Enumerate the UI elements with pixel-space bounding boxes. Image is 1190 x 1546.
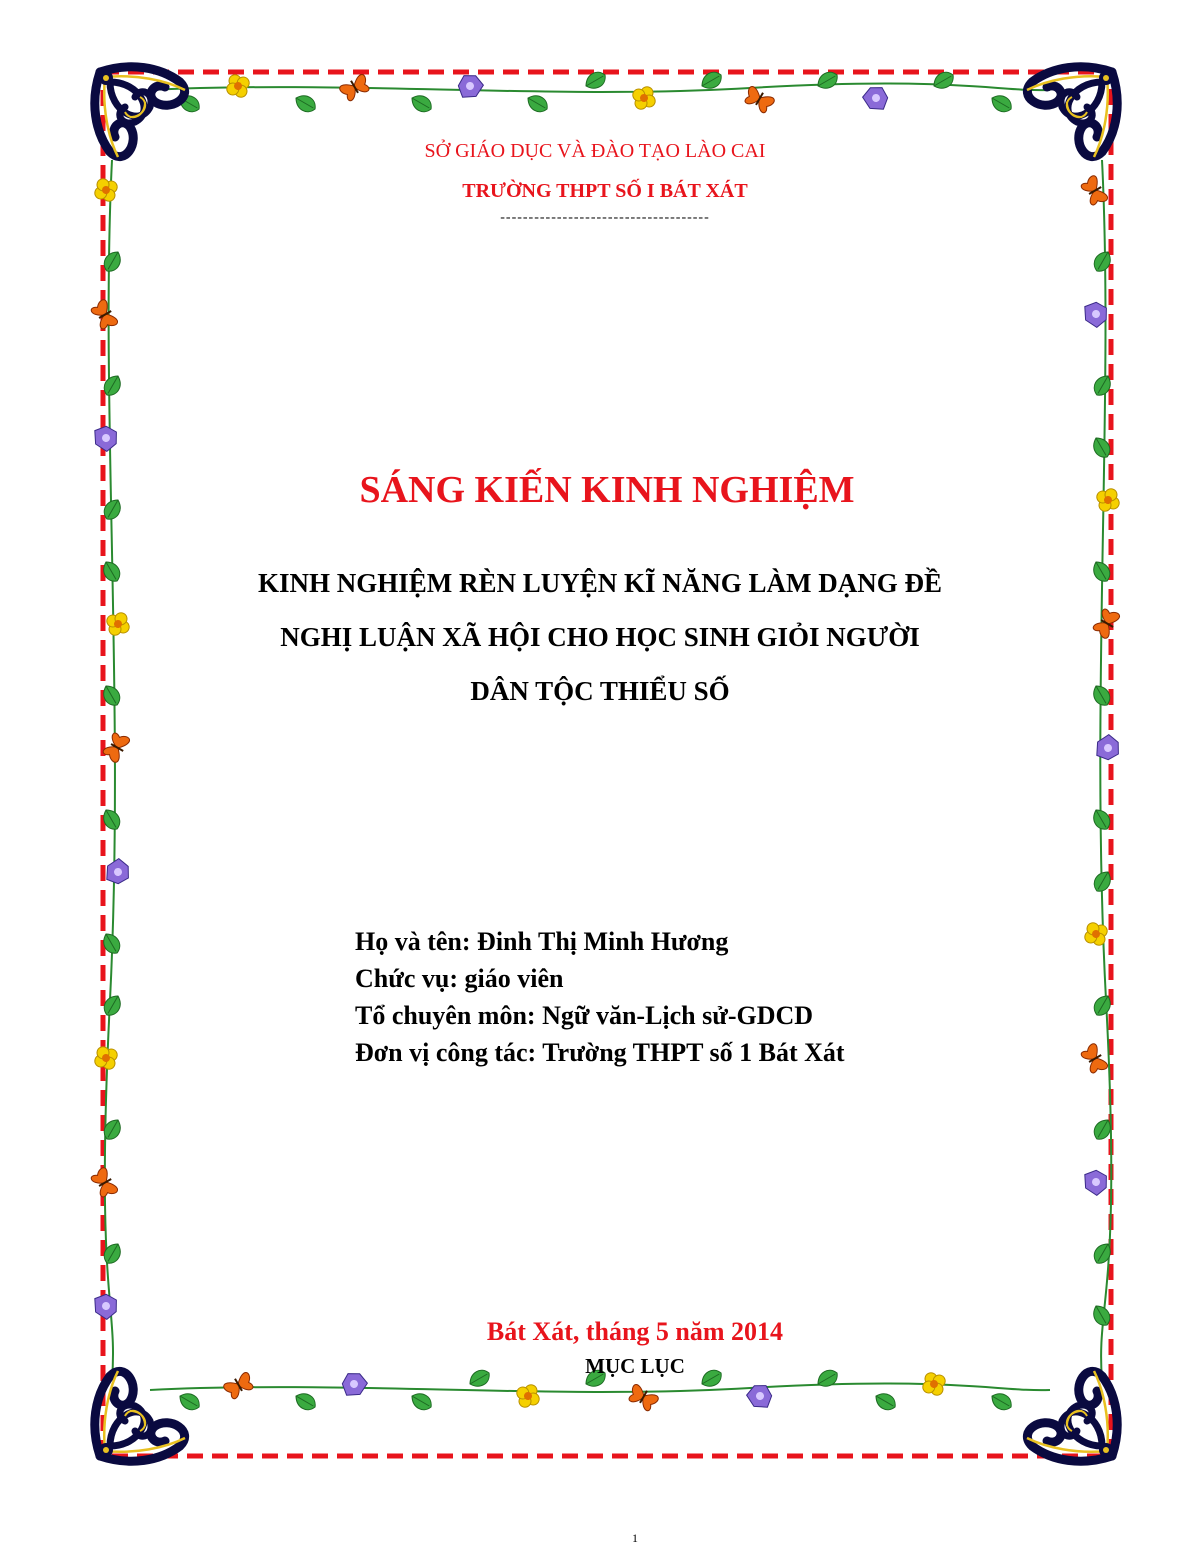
yellow-flower-icon [222,70,255,103]
vine-leaf-icon [872,1390,899,1414]
vine-leaf-icon [524,92,551,116]
place-and-date: Bát Xát, tháng 5 năm 2014 [486,1317,784,1346]
subtitle-line-2: NGHỊ LUẬN XÃ HỘI CHO HỌC SINH GIỎI NGƯỜI [280,622,920,652]
butterfly-icon [89,299,118,332]
department-name: SỞ GIÁO DỤC VÀ ĐÀO TẠO LÀO CAI [424,140,766,162]
subtitle-line-1: KINH NGHIỆM RÈN LUYỆN KĨ NĂNG LÀM DẠNG ĐỀ [257,568,943,598]
butterfly-icon [339,73,372,102]
author-info [355,923,845,1071]
vine-leaf-icon [988,92,1015,116]
purple-flower-icon [1092,732,1125,765]
butterfly-icon [101,730,130,763]
vine-leaf-icon [408,92,435,116]
butterfly-icon [1079,1043,1108,1076]
purple-flower-icon [860,82,893,115]
yellow-flower-icon [512,1380,545,1413]
purple-flower-icon [744,1380,777,1413]
butterfly-icon [89,1167,118,1200]
toc-heading: MỤC LỤC [585,1354,685,1378]
purple-flower-icon [454,70,487,103]
vine-leaf-icon [1090,434,1114,461]
subtitle-line-3: DÂN TỘC THIỂU SỐ [470,676,730,706]
page-number: 1 [632,1531,638,1545]
butterfly-icon [626,1383,659,1412]
author-name: Họ và tên: Đinh Thị Minh Hương [355,927,729,956]
vine-leaf-icon [292,92,319,116]
purple-flower-icon [1080,1166,1113,1199]
vine-leaf-icon [176,1390,203,1414]
school-name: TRƯỜNG THPT SỐ I BÁT XÁT [462,180,748,202]
purple-flower-icon [102,856,135,889]
author-workplace: Đơn vị công tác: Trường THPT số 1 Bát Xát [355,1038,845,1067]
header-separator: ------------------------------------- [500,210,710,225]
purple-flower-icon [90,422,123,455]
document-title: SÁNG KIẾN KINH NGHIỆM [359,469,855,511]
butterfly-icon [742,85,775,114]
purple-flower-icon [1080,298,1113,331]
yellow-flower-icon [628,82,661,115]
vine-leaf-icon [988,1390,1015,1414]
vine-leaf-icon [292,1390,319,1414]
author-position: Chức vụ: giáo viên [355,964,564,993]
author-department: Tổ chuyên môn: Ngữ văn-Lịch sử-GDCD [355,1001,814,1030]
document-subtitle [5,556,1190,718]
yellow-flower-icon [1080,918,1113,951]
vine-leaf-icon [408,1390,435,1414]
